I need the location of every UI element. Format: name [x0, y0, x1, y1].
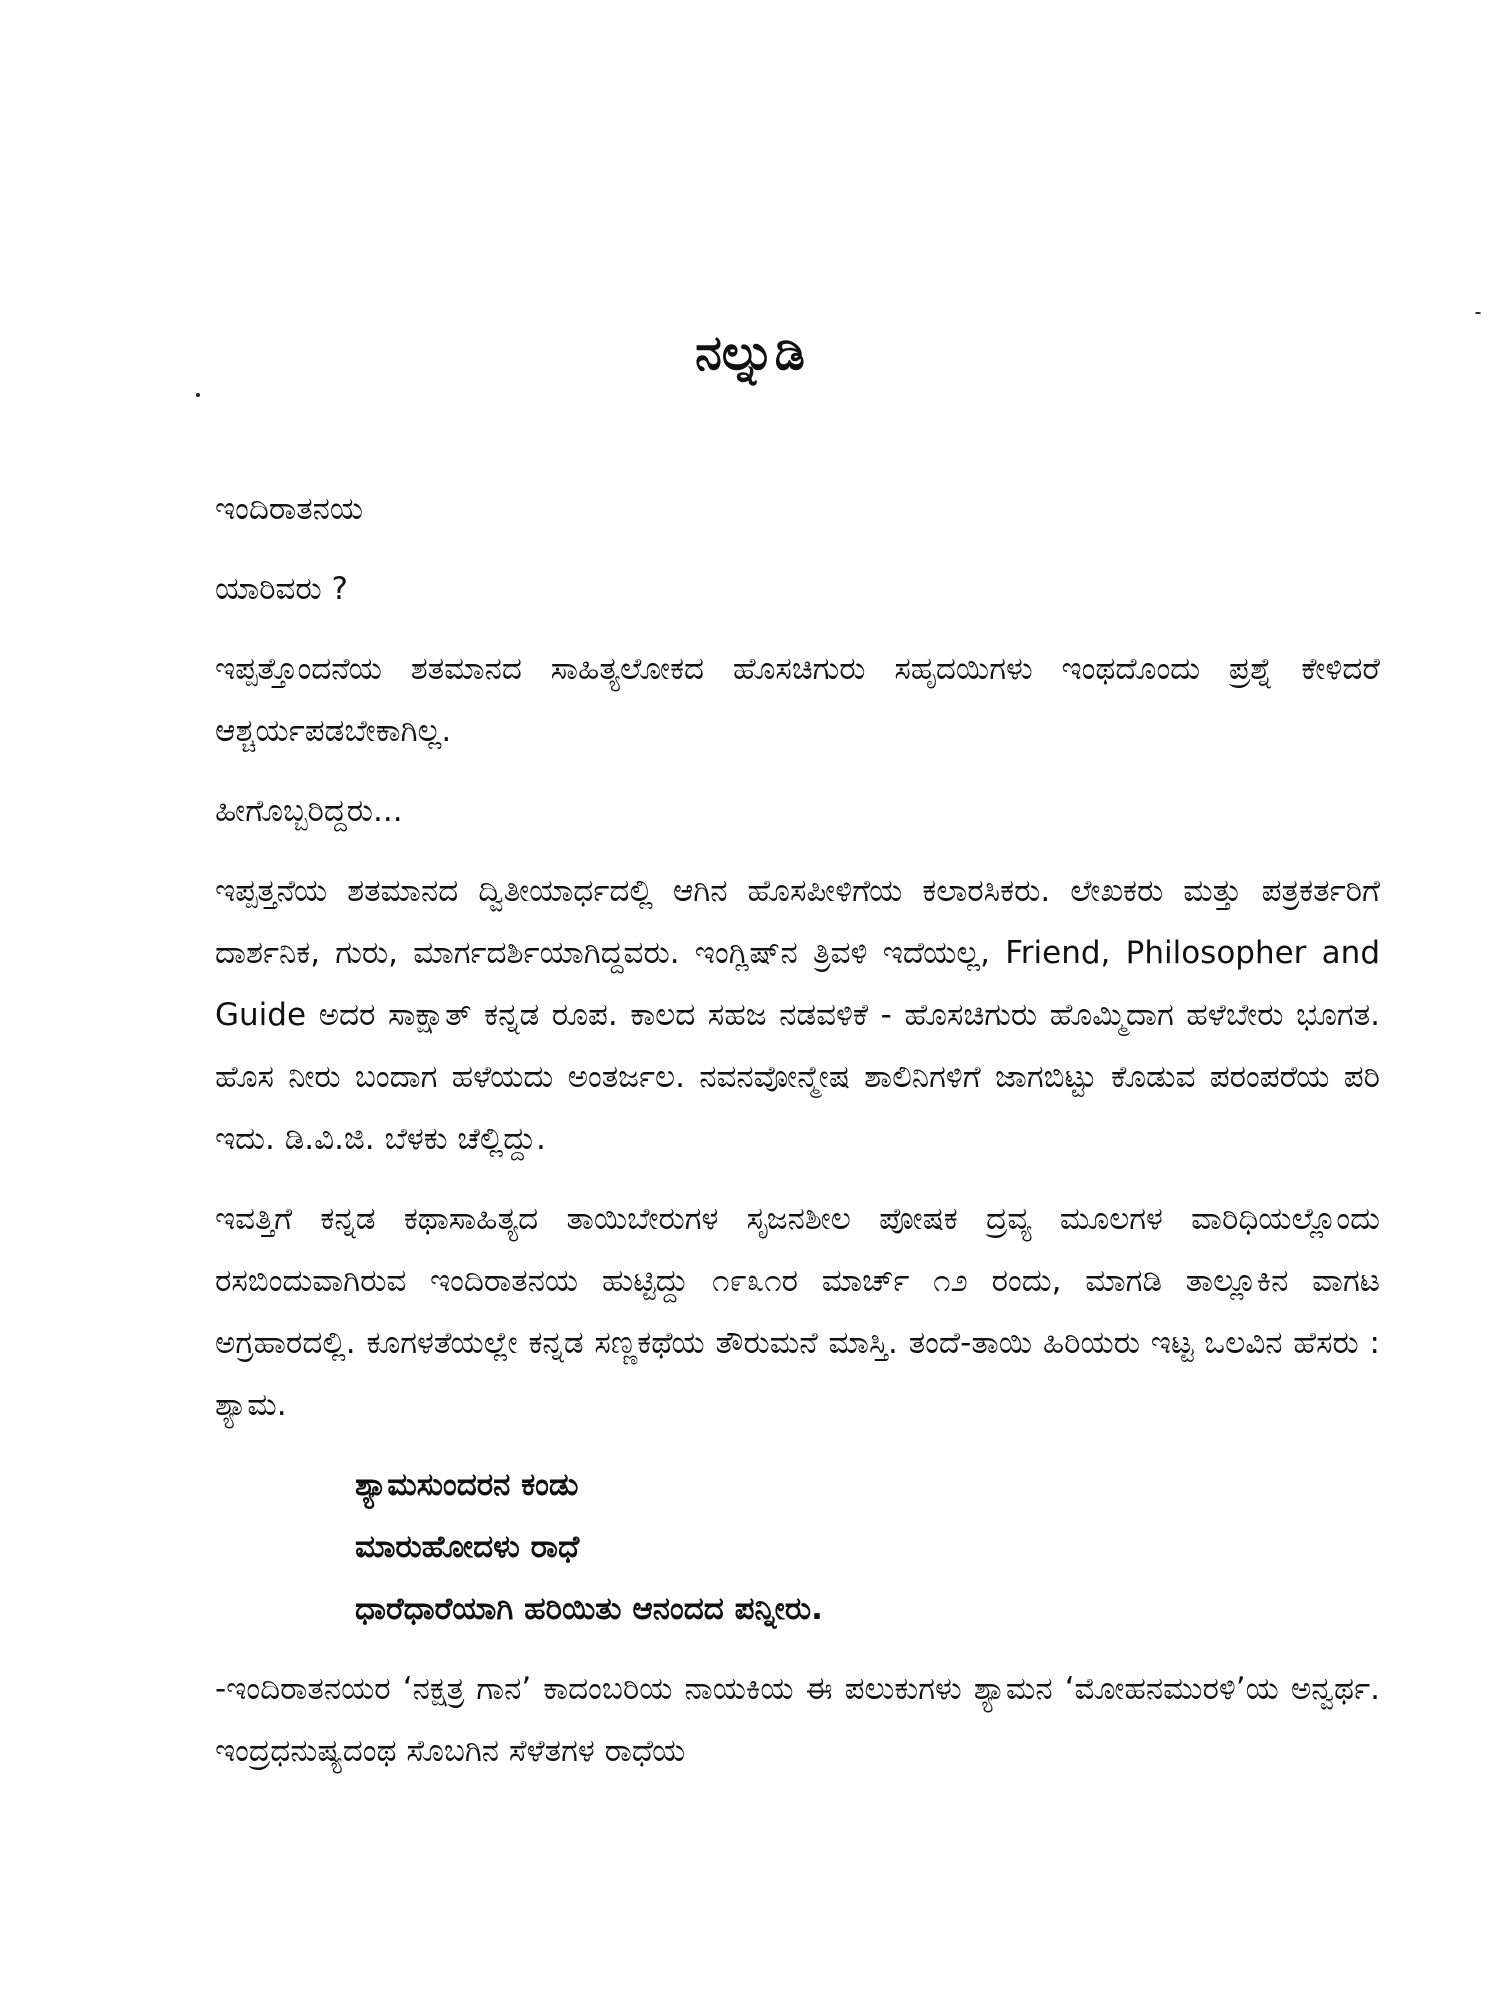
- scan-speck: [196, 393, 200, 397]
- paragraph: ಇವತ್ತಿಗೆ ಕನ್ನಡ ಕಥಾಸಾಹಿತ್ಯದ ತಾಯಿಬೇರುಗಳ ಸೃಜನಶೀಲ ಪೋಷಕ ದ್ರವ್ಯ ಮೂಲಗಳ ವಾರಿಧಿಯಲ್ಲೊಂದು ರಸಬಿಂದುವಾಗಿರುವ ಇಂದಿರಾತನಯ ಹುಟ್ಟಿದ್ದು ೧೯೩೧ರ ಮಾರ್ಚ್ ೧೨ ರಂದು, ಮಾಗಡಿ ತಾಲ್ಲೂಕಿನ ವಾಗಟ ಅಗ್ರಹಾರದಲ್ಲಿ. ಕೂಗಳತೆಯಲ್ಲೇ ಕನ್ನಡ ಸಣ್ಣಕಥೆಯ ತೌರುಮನೆ ಮಾಸ್ತಿ. ತಂದೆ-ತಾಯಿ ಹಿರಿಯರು ಇಟ್ಟ ಒಲವಿನ ಹೆಸರು : ಶ್ಯಾಮ.: [215, 1201, 1380, 1423]
- poem-block: [355, 1454, 1380, 1640]
- poem-line: ಧಾರೆಧಾರೆಯಾಗಿ ಹರಿಯಿತು ಆನಂದದ ಪನ್ನೀರು.: [355, 1591, 823, 1627]
- paragraph-author-name: ಇಂದಿರಾತನಯ: [215, 491, 364, 527]
- paragraph: ಹೀಗೊಬ್ಬರಿದ್ದರು...: [215, 793, 403, 829]
- poem-line: ಮಾರುಹೋದಳು ರಾಧೆ: [355, 1529, 580, 1565]
- page-title: ನಲ್ನುಡಿ: [695, 325, 805, 381]
- paragraph-closing: -ಇಂದಿರಾತನಯರ ‘ನಕ್ಷತ್ರ ಗಾನ’ ಕಾದಂಬರಿಯ ನಾಯಕಿಯ ಈ ಪಲುಕುಗಳು ಶ್ಯಾಮನ ‘ಮೋಹನಮುರಳಿ’ಯ ಅನ್ವರ್ಥ. ಇಂದ್ರಧನುಷ್ಯದಂಥ ಸೊಬಗಿನ ಸೆಳೆತಗಳ ರಾಧೆಯ: [215, 1671, 1380, 1769]
- scan-speck: [1475, 312, 1481, 314]
- poem-line: ಶ್ಯಾಮಸುಂದರನ ಕಂಡು: [355, 1467, 579, 1503]
- body-text: [215, 478, 1380, 1800]
- paragraph-question: ಯಾರಿವರು ?: [215, 571, 348, 607]
- paragraph: ಇಪ್ಪತ್ತೊಂದನೆಯ ಶತಮಾನದ ಸಾಹಿತ್ಯಲೋಕದ ಹೊಸಚಿಗುರು ಸಹೃದಯಿಗಳು ಇಂಥದೊಂದು ಪ್ರಶ್ನೆ ಕೇಳಿದರೆ ಆಶ್ಚರ್ಯಪಡಬೇಕಾಗಿಲ್ಲ.: [215, 651, 1380, 749]
- paragraph: ಇಪ್ಪತ್ತನೆಯ ಶತಮಾನದ ದ್ವಿತೀಯಾರ್ಧದಲ್ಲಿ ಆಗಿನ ಹೊಸಪೀಳಿಗೆಯ ಕಲಾರಸಿಕರು. ಲೇಖಕರು ಮತ್ತು ಪತ್ರಕರ್ತರಿಗೆ ದಾರ್ಶನಿಕ, ಗುರು, ಮಾರ್ಗದರ್ಶಿಯಾಗಿದ್ದವರು. ಇಂಗ್ಲಿಷ್‌ನ ತ್ರಿವಳಿ ಇದೆಯಲ್ಲ, Friend, Philosopher and Guide ಅದರ ಸಾಕ್ಷಾತ್ ಕನ್ನಡ ರೂಪ. ಕಾಲದ ಸಹಜ ನಡವಳಿಕೆ - ಹೊಸಚಿಗುರು ಹೊಮ್ಮಿದಾಗ ಹಳೆಬೇರು ಭೂಗತ. ಹೊಸ ನೀರು ಬಂದಾಗ ಹಳೆಯದು ಅಂತರ್ಜಲ. ನವನವೋನ್ಮೇಷ ಶಾಲಿನಿಗಳಿಗೆ ಜಾಗಬಿಟ್ಟು ಕೊಡುವ ಪರಂಪರೆಯ ಪರಿ ಇದು. ಡಿ.ವಿ.ಜಿ. ಬೆಳಕು ಚೆಲ್ಲಿದ್ದು.: [215, 873, 1380, 1157]
